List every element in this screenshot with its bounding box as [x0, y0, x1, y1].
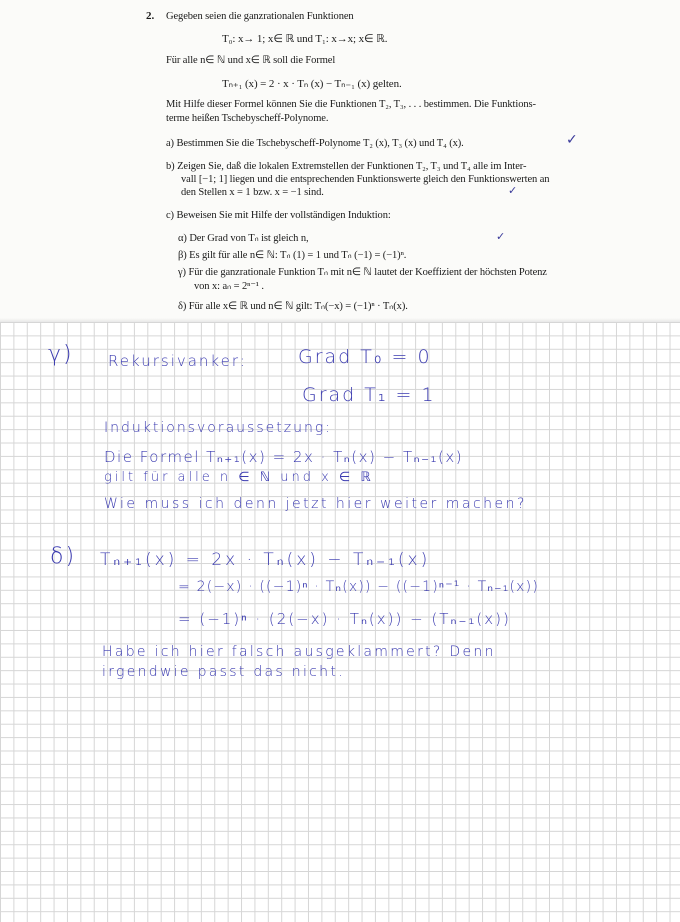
hw-formel-line-1: Die Formel Tₙ₊₁(x) = 2x · Tₙ(x) − Tₙ₋₁(x)	[104, 448, 464, 466]
hw-rekursionsanker: Rekursivanker:	[108, 352, 247, 370]
hw-induktionsvoraussetzung: Induktionsvoraussetzung:	[104, 420, 332, 436]
hw-question: Wie muss ich denn jetzt hier weiter machen?	[104, 496, 527, 512]
hw-gamma-label: γ)	[48, 342, 74, 367]
hw-delta-line-2: = 2(−x) · ((−1)ⁿ · Tₙ(x)) − ((−1)ⁿ⁻¹ · Tₙ₋₁(x))	[178, 579, 539, 595]
check-mark-b: ✓	[508, 184, 518, 197]
part-c: c) Beweisen Sie mit Hilfe der vollständigen Induktion:	[166, 210, 391, 221]
part-a: a) Bestimmen Sie die Tschebyscheff-Polynome T₂ (x), T₃ (x) und T₄ (x).	[166, 138, 464, 149]
help-line-2: terme heißen Tschebyscheff-Polynome.	[166, 113, 329, 124]
recurrence-formula: Tₙ₊₁ (x) = 2 · x · Tₙ (x) − Tₙ₋₁ (x) gelten.	[222, 78, 402, 90]
part-b-line-2: vall [−1; 1] liegen und die entsprechenden Funktionswerte gleich den Funktionswerten an	[181, 174, 550, 185]
help-line-1: Mit Hilfe dieser Formel können Sie die Funktionen T₂, T₃, . . . bestimmen. Die Funktions-	[166, 99, 536, 110]
part-b-line-1: b) Zeigen Sie, daß die lokalen Extremstellen der Funktionen T₂, T₃ und T₄ alle im Inter-	[166, 161, 527, 172]
part-c-gamma-line-2: von x: aₙ = 2ⁿ⁻¹ .	[194, 281, 264, 292]
check-mark-a: ✓	[566, 132, 578, 148]
part-c-beta: β) Es gilt für alle n∈ ℕ: Tₙ (1) = 1 und Tₙ (−1) = (−1)ⁿ.	[178, 250, 407, 261]
part-c-alpha: α) Der Grad von Tₙ ist gleich n,	[178, 233, 309, 244]
hw-formel-line-2: gilt für alle n ∈ ℕ und x ∈ ℝ	[104, 470, 374, 485]
hw-closing-line-2: irgendwie passt das nicht.	[102, 664, 345, 680]
t0-t1-definition: T₀: x→ 1; x∈ ℝ und T₁: x→x; x∈ ℝ.	[222, 33, 388, 45]
hw-grad-t0: Grad T₀ = 0	[298, 346, 432, 368]
hw-closing-line-1: Habe ich hier falsch ausgeklammert? Denn	[102, 644, 496, 660]
part-b-line-3: den Stellen x = 1 bzw. x = −1 sind.	[181, 187, 324, 198]
exercise-sheet	[0, 0, 680, 322]
graph-paper	[0, 322, 680, 922]
hw-delta-label: δ)	[50, 544, 77, 569]
formula-intro: Für alle n∈ ℕ und x∈ ℝ soll die Formel	[166, 55, 336, 66]
hw-delta-line-1: Tₙ₊₁(x) = 2x · Tₙ(x) − Tₙ₋₁(x)	[100, 550, 431, 570]
exercise-number: 2.	[146, 10, 155, 22]
exercise-intro: Gegeben seien die ganzrationalen Funktionen	[166, 11, 354, 22]
part-c-gamma-line-1: γ) Für die ganzrationale Funktion Tₙ mit n∈ ℕ lautet der Koeffizient der höchsten Potenz	[178, 267, 547, 278]
check-mark-c: ✓	[496, 230, 506, 243]
hw-grad-t1: Grad T₁ = 1	[302, 384, 436, 406]
part-c-delta: δ) Für alle x∈ ℝ und n∈ ℕ gilt: Tₙ(−x) = (−1)ⁿ · Tₙ(x).	[178, 301, 408, 312]
hw-delta-line-3: = (−1)ⁿ · (2(−x) · Tₙ(x)) − (Tₙ₋₁(x))	[178, 610, 511, 628]
